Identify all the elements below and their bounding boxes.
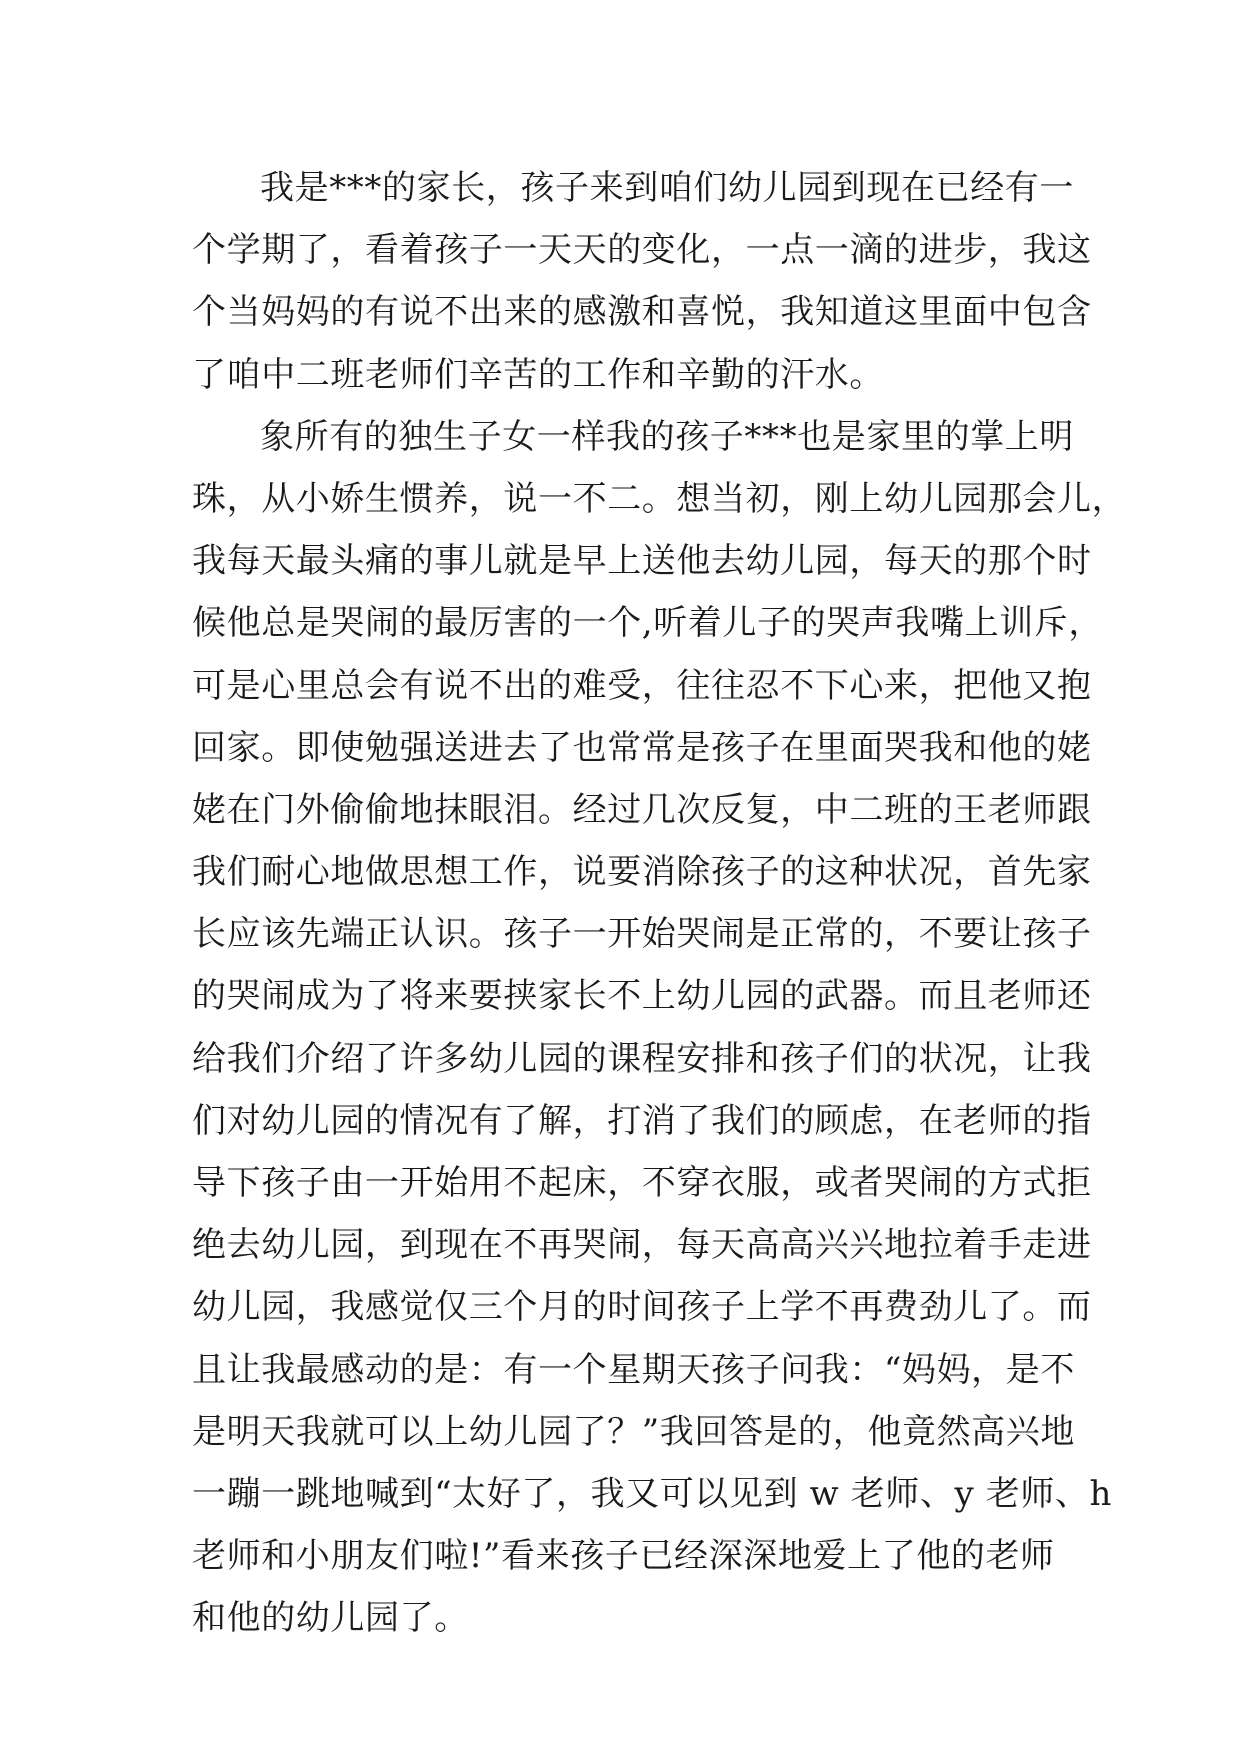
paragraph-2 xyxy=(192,406,1127,1650)
paragraph-line: 了咱中二班老师们辛苦的工作和辛勤的汗水。 xyxy=(192,354,884,395)
paragraph-line: 是明天我就可以上幼儿园了？”我回答是的，他竟然高兴地 xyxy=(192,1411,1075,1452)
paragraph-line: 我每天最头痛的事儿就是早上送他去幼儿园，每天的那个时 xyxy=(192,541,1092,582)
paragraph-line: 候他总是哭闹的最厉害的一个,听着儿子的哭声我嘴上训斥， xyxy=(192,603,1104,644)
paragraph-line: 给我们介绍了许多幼儿园的课程安排和孩子们的状况，让我 xyxy=(192,1038,1092,1079)
paragraph-line: 且让我最感动的是：有一个星期天孩子问我：“妈妈，是不 xyxy=(192,1349,1075,1390)
paragraph-line: 们对幼儿园的情况有了解，打消了我们的顾虑，在老师的指 xyxy=(192,1100,1092,1141)
paragraph-line: 可是心里总会有说不出的难受，往往忍不下心来，把他又抱 xyxy=(192,665,1092,706)
paragraph-line: 回家。即使勉强送进去了也常常是孩子在里面哭我和他的姥 xyxy=(192,727,1092,768)
paragraph-line: 象所有的独生子女一样我的孩子***也是家里的掌上明 xyxy=(260,416,1074,457)
paragraph-line: 和他的幼儿园了。 xyxy=(192,1598,469,1639)
paragraph-line: 幼儿园，我感觉仅三个月的时间孩子上学不再费劲儿了。而 xyxy=(192,1287,1092,1328)
paragraph-line: 我们耐心地做思想工作，说要消除孩子的这种状况，首先家 xyxy=(192,852,1092,893)
paragraph-line: 姥在门外偷偷地抹眼泪。经过几次反复，中二班的王老师跟 xyxy=(192,789,1092,830)
paragraph-line: 个当妈妈的有说不出来的感激和喜悦，我知道这里面中包含 xyxy=(192,292,1092,333)
paragraph-line: 一蹦一跳地喊到“太好了，我又可以见到 w 老师、y 老师、h xyxy=(192,1473,1113,1514)
paragraph-line: 珠，从小娇生惯养，说一不二。想当初，刚上幼儿园那会儿， xyxy=(192,478,1127,519)
paragraph-1 xyxy=(192,157,1092,406)
paragraph-line: 老师和小朋友们啦!”看来孩子已经深深地爱上了他的老师 xyxy=(192,1536,1055,1577)
paragraph-line: 个学期了，看着孩子一天天的变化，一点一滴的进步，我这 xyxy=(192,230,1092,271)
paragraph-line: 绝去幼儿园，到现在不再哭闹，每天高高兴兴地拉着手走进 xyxy=(192,1225,1092,1266)
paragraph-line: 导下孩子由一开始用不起床，不穿衣服，或者哭闹的方式拒 xyxy=(192,1163,1092,1203)
paragraph-line: 我是***的家长，孩子来到咱们幼儿园到现在已经有一 xyxy=(260,168,1074,208)
paragraph-line: 的哭闹成为了将来要挟家长不上幼儿园的武器。而且老师还 xyxy=(192,976,1092,1017)
paragraph-line: 长应该先端正认识。孩子一开始哭闹是正常的，不要让孩子 xyxy=(192,914,1092,955)
document-body xyxy=(192,157,1127,1650)
